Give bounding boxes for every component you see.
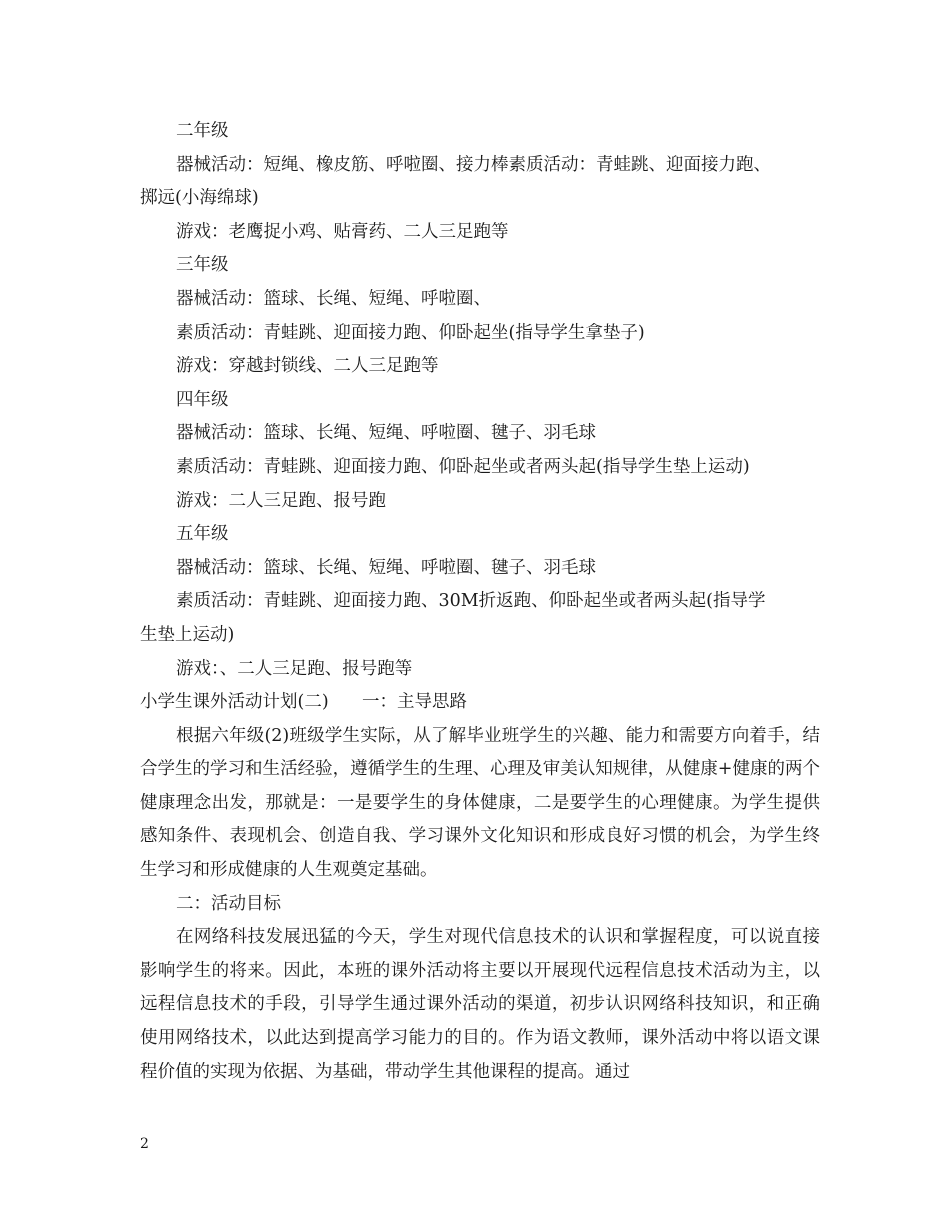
- plan-section-heading: 小学生课外活动计划(二) 一：主导思路: [140, 692, 468, 713]
- guiding-idea-paragraph: 根据六年级(2)班级学生实际，从了解毕业班学生的兴趣、能力和需要方向着手，结合学生的学习和生活经验，遵循学生的生理、心理及审美认知规律，从健康+健康的两个健康理念出发，那就是：一是要学生的身体健康，二是要学生的心理健康。为学生提供感知条件、表现机会、创造自我、学习课外文化知识和形成良好习惯的机会，为学生终生学习和形成健康的人生观奠定基础。: [140, 725, 820, 881]
- grade-2-equipment-line-cont: 掷远(小海绵球): [140, 188, 259, 209]
- grade-4-heading: 四年级: [176, 389, 229, 410]
- grade-5-equipment: 器械活动：篮球、长绳、短绳、呼啦圈、毽子、羽毛球: [176, 557, 596, 578]
- grade-5-heading: 五年级: [176, 524, 229, 545]
- grade-5-fitness: 素质活动：青蛙跳、迎面接力跑、30M折返跑、仰卧起坐或者两头起(指导学: [176, 591, 766, 612]
- grade-3-heading: 三年级: [176, 255, 229, 276]
- page-number: 2: [140, 1136, 149, 1152]
- grade-4-equipment: 器械活动：篮球、长绳、短绳、呼啦圈、毽子、羽毛球: [176, 423, 596, 444]
- grade-3-fitness: 素质活动：青蛙跳、迎面接力跑、仰卧起坐(指导学生拿垫子): [176, 322, 645, 343]
- grade-5-games: 游戏：、二人三足跑、报号跑等: [176, 658, 413, 679]
- grade-3-games: 游戏：穿越封锁线、二人三足跑等: [176, 356, 439, 377]
- activity-goal-heading: 二：活动目标: [176, 893, 281, 914]
- grade-2-equipment-line: 器械活动：短绳、橡皮筋、呼啦圈、接力棒素质活动：青蛙跳、迎面接力跑、: [176, 154, 771, 175]
- grade-4-games: 游戏：二人三足跑、报号跑: [176, 490, 386, 511]
- document-body: [140, 115, 820, 1089]
- activity-goal-paragraph: 在网络科技发展迅猛的今天，学生对现代信息技术的认识和掌握程度，可以说直接影响学生的将来。因此，本班的课外活动将主要以开展现代远程信息技术活动为主，以远程信息技术的手段，引导学生通过课外活动的渠道，初步认识网络科技知识，和正确使用网络技术，以此达到提高学习能力的目的。作为语文教师，课外活动中将以语文课程价值的实现为依据、为基础，带动学生其他课程的提高。通过: [140, 927, 820, 1082]
- grade-2-games: 游戏：老鹰捉小鸡、贴膏药、二人三足跑等: [176, 221, 509, 242]
- grade-3-equipment: 器械活动：篮球、长绳、短绳、呼啦圈、: [176, 288, 491, 309]
- grade-2-heading: 二年级: [176, 121, 229, 141]
- grade-4-fitness: 素质活动：青蛙跳、迎面接力跑、仰卧起坐或者两头起(指导学生垫上运动): [176, 456, 750, 477]
- grade-5-fitness-cont: 生垫上运动): [140, 624, 235, 645]
